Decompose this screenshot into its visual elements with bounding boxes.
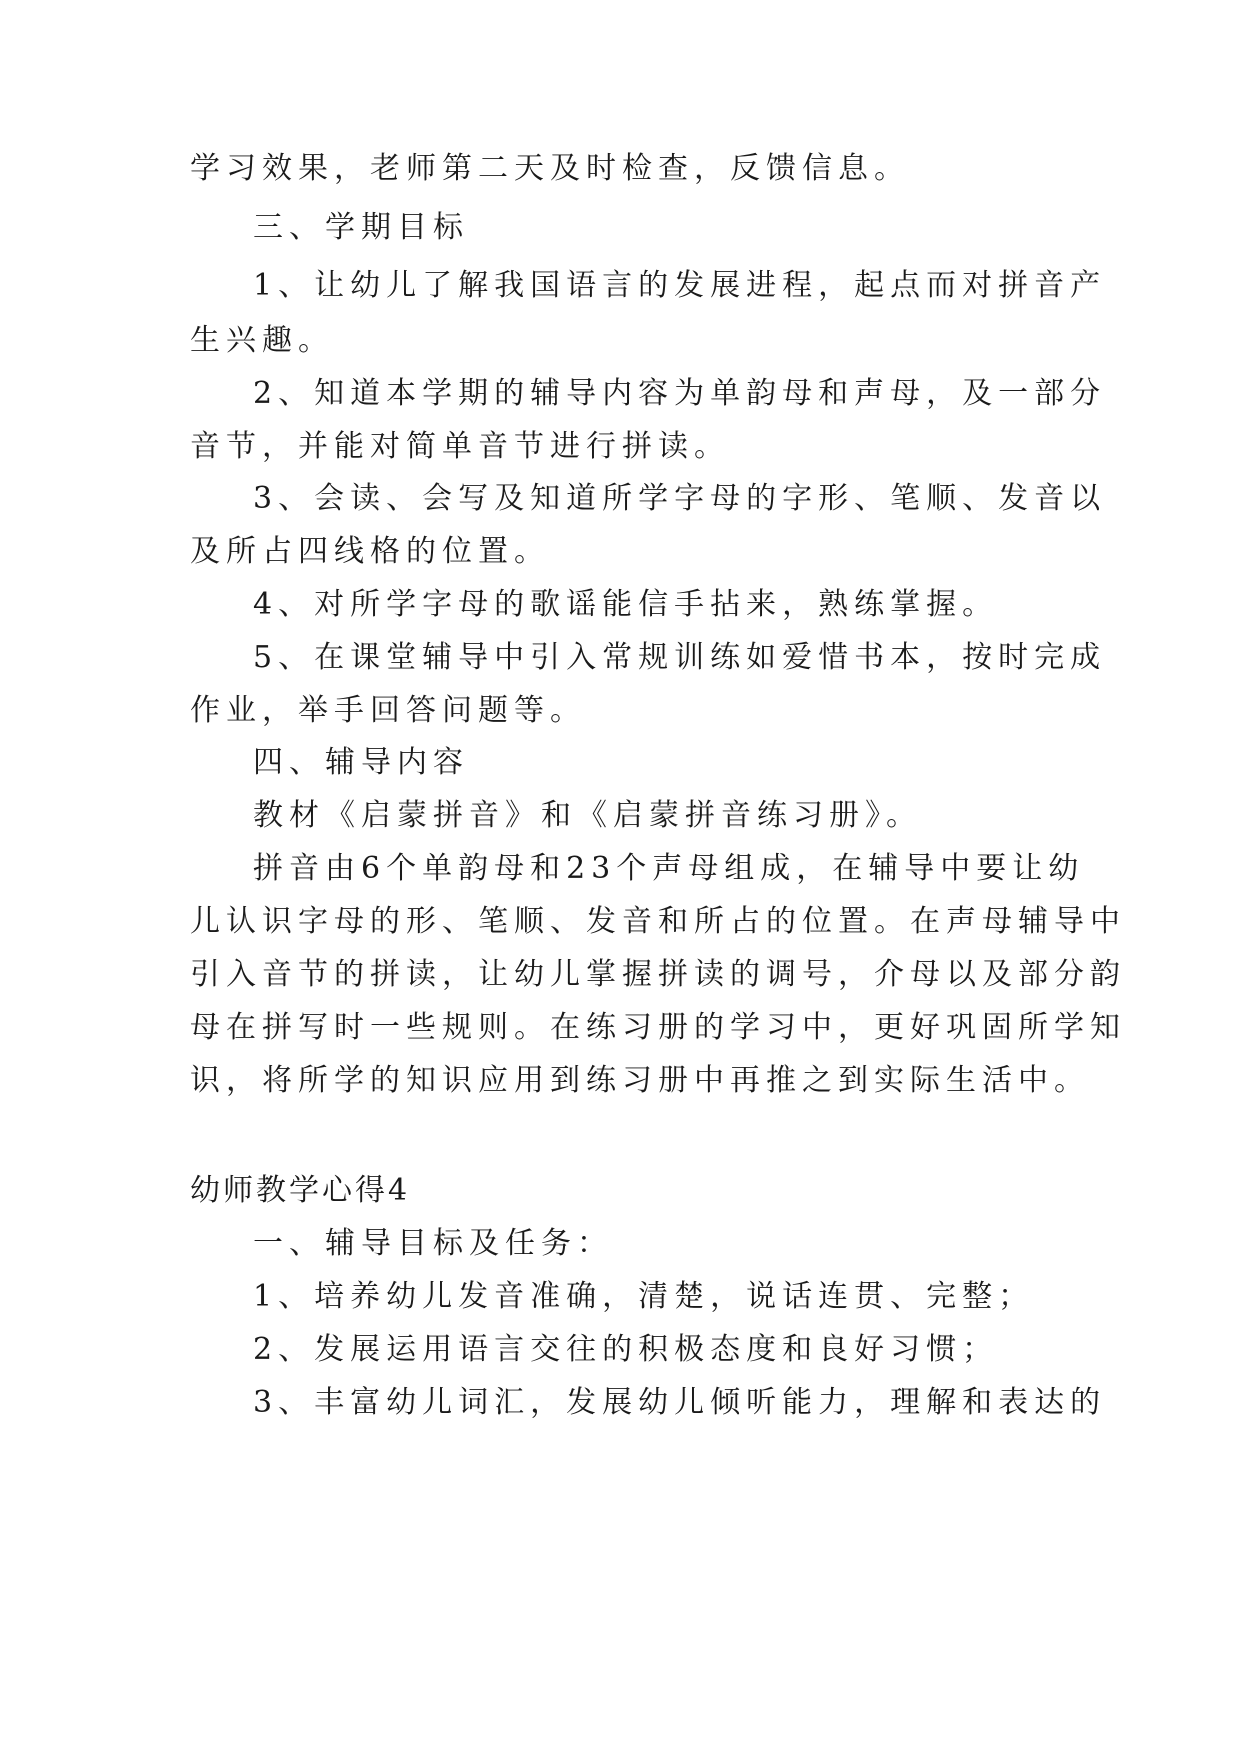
paragraph-line: 3、会读、会写及知道所学字母的字形、笔顺、发音以: [253, 481, 1107, 516]
paragraph-line: 1、培养幼儿发音准确，清楚，说话连贯、完整；: [253, 1279, 1035, 1314]
paragraph-line: 及所占四线格的位置。: [190, 534, 550, 569]
section-heading: 一、辅导目标及任务：: [253, 1226, 613, 1261]
article-title: 幼师教学心得4: [190, 1173, 411, 1208]
paragraph-line: 学习效果，老师第二天及时检查，反馈信息。: [190, 151, 910, 186]
section-heading: 四、辅导内容: [253, 745, 469, 780]
paragraph-line: 3、丰富幼儿词汇，发展幼儿倾听能力，理解和表达的: [253, 1385, 1107, 1420]
section-heading: 三、学期目标: [253, 210, 469, 245]
paragraph-line: 教材《启蒙拼音》和《启蒙拼音练习册》。: [253, 798, 922, 833]
paragraph-line: 拼音由6个单韵母和23个声母组成，在辅导中要让幼: [253, 851, 1085, 886]
paragraph-line: 识，将所学的知识应用到练习册中再推之到实际生活中。: [190, 1063, 1090, 1098]
paragraph-line: 母在拼写时一些规则。在练习册的学习中，更好巩固所学知: [190, 1010, 1126, 1045]
paragraph-line: 1、让幼儿了解我国语言的发展进程，起点而对拼音产: [253, 268, 1107, 303]
paragraph-line: 5、在课堂辅导中引入常规训练如爱惜书本，按时完成: [253, 640, 1107, 675]
paragraph-line: 儿认识字母的形、笔顺、发音和所占的位置。在声母辅导中: [190, 904, 1126, 939]
paragraph-line: 引入音节的拼读，让幼儿掌握拼读的调号，介母以及部分韵: [190, 957, 1126, 992]
paragraph-line: 生兴趣。: [190, 323, 334, 358]
paragraph-line: 2、知道本学期的辅导内容为单韵母和声母，及一部分: [253, 376, 1107, 411]
paragraph-line: 2、发展运用语言交往的积极态度和良好习惯；: [253, 1332, 999, 1367]
paragraph-line: 作业，举手回答问题等。: [190, 693, 586, 728]
paragraph-line: 音节，并能对简单音节进行拼读。: [190, 429, 730, 464]
paragraph-line: 4、对所学字母的歌谣能信手拈来，熟练掌握。: [253, 587, 999, 622]
